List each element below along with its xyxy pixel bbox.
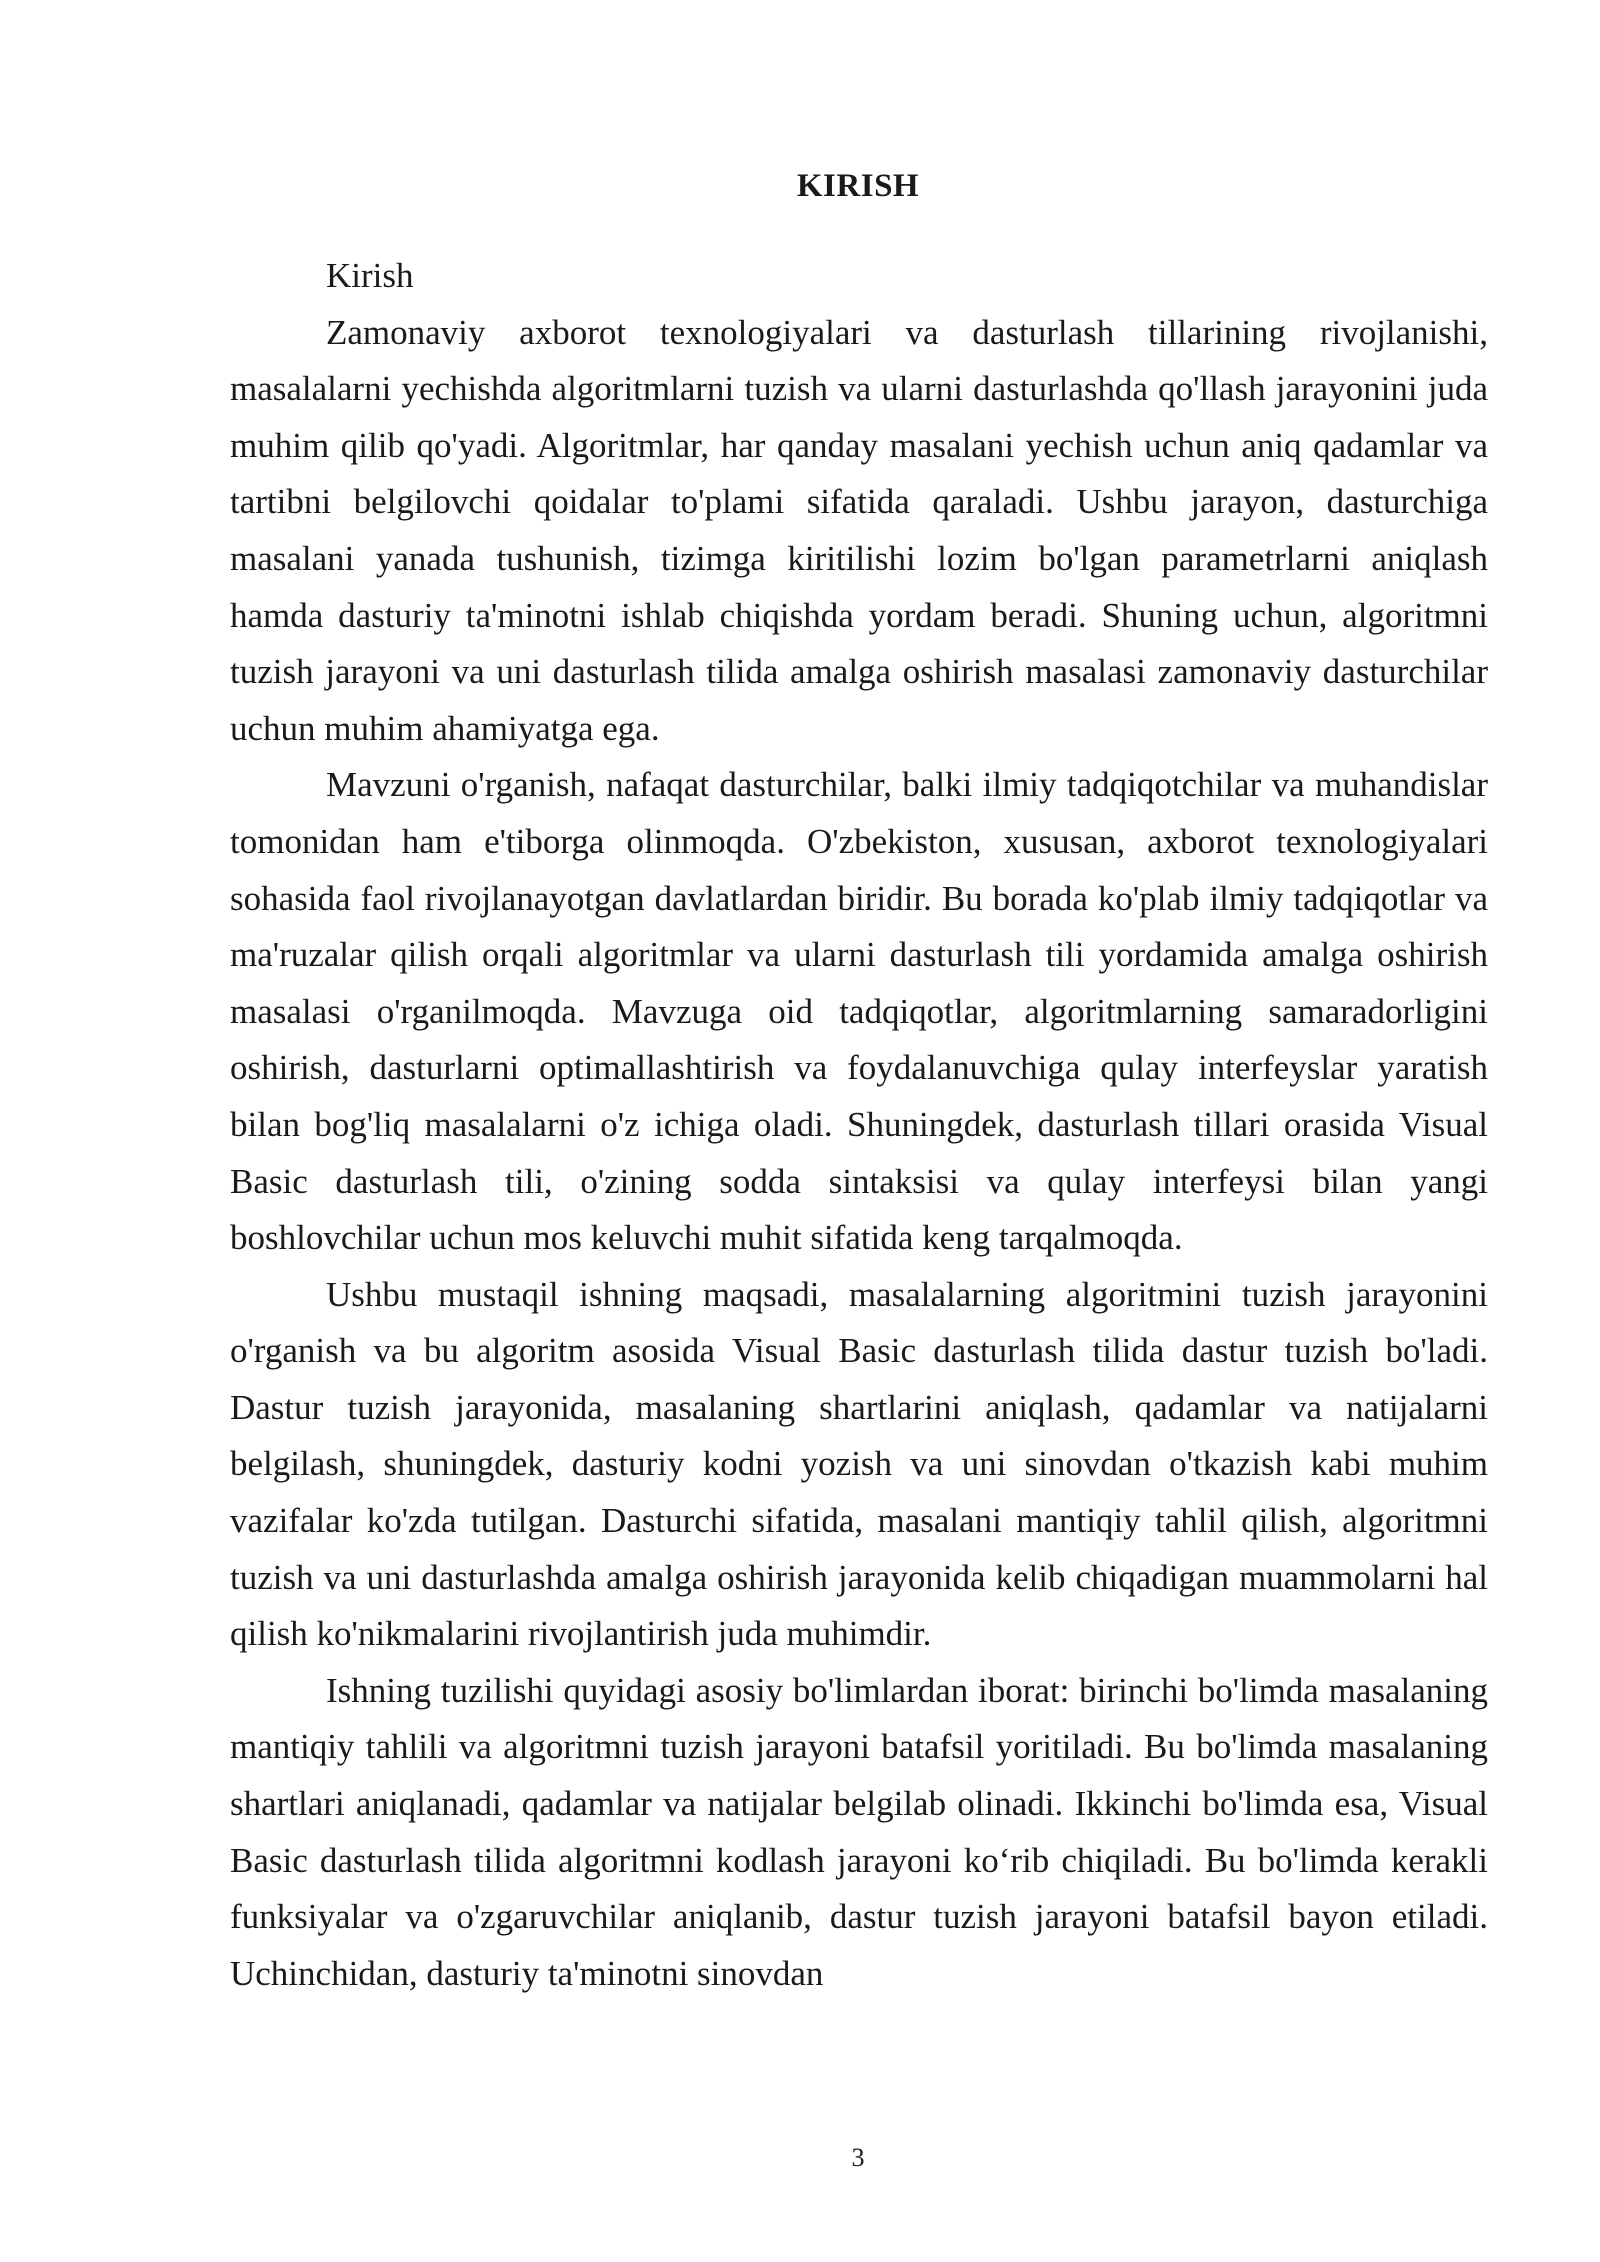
paragraph-2: Mavzuni o'rganish, nafaqat dasturchilar, balki ilmiy tadqiqotchilar va muhandislar tomonidan ham e'tiborga olinmoqda. O'zbekiston, xususan, axborot texnologiyalari sohasida faol rivojlanayotgan davlatlardan biridir. Bu borada ko'plab ilmiy tadqiqotlar va ma'ruzalar qilish orqali algoritmlar va ularni dasturlash tili yordamida amalga oshirish masalasi o'rganilmoqda. Mavzuga oid tadqiqotlar, algoritmlarning samaradorligini oshirish, dasturlarni optimallashtirish va foydalanuvchiga qulay interfeyslar yaratish bilan bog'liq masalalarni o'z ichiga oladi. Shuningdek, dasturlash tillari orasida Visual Basic dasturlash tili, o'zining sodda sintaksisi va qulay interfeysi bilan yangi boshlovchilar uchun mos keluvchi muhit sifatida keng tarqalmoqda.: [230, 765, 1488, 1258]
paragraph-4: Ishning tuzilishi quyidagi asosiy bo'limlardan iborat: birinchi bo'limda masalaning mantiqiy tahlili va algoritmni tuzish jarayoni batafsil yoritiladi. Bu bo'limda masalaning shartlari aniqlanadi, qadamlar va natijalar belgilab olinadi. Ikkinchi bo'limda esa, Visual Basic dasturlash tilida algoritmni kodlash jarayoni ko‘rib chiqiladi. Bu bo'limda kerakli funksiyalar va o'zgaruvchilar aniqlanib, dastur tuzish jarayoni batafsil bayon etiladi. Uchinchidan, dasturiy ta'minotni sinovdan: [230, 1670, 1488, 1993]
document-body: [230, 248, 1488, 2002]
section-subheading: Kirish: [326, 256, 414, 295]
page-title: KIRISH: [796, 168, 920, 204]
page-number: 3: [851, 2143, 865, 2172]
paragraph-3: Ushbu mustaqil ishning maqsadi, masalalarning algoritmini tuzish jarayonini o'rganish va bu algoritm asosida Visual Basic dasturlash tilida dastur tuzish bo'ladi. Dastur tuzish jarayonida, masalaning shartlarini aniqlash, qadamlar va natijalarni belgilash, shuningdek, dasturiy kodni yozish va uni sinovdan o'tkazish kabi muhim vazifalar ko'zda tutilgan. Dasturchi sifatida, masalani mantiqiy tahlil qilish, algoritmni tuzish va uni dasturlashda amalga oshirish jarayonida kelib chiqadigan muammolarni hal qilish ko'nikmalarini rivojlantirish juda muhimdir.: [230, 1274, 1488, 1654]
paragraph-1: Zamonaviy axborot texnologiyalari va dasturlash tillarining rivojlanishi, masalalarni yechishda algoritmlarni tuzish va ularni dasturlashda qo'llash jarayonini juda muhim qilib qo'yadi. Algoritmlar, har qanday masalani yechish uchun aniq qadamlar va tartibni belgilovchi qoidalar to'plami sifatida qaraladi. Ushbu jarayon, dasturchiga masalani yanada tushunish, tizimga kiritilishi lozim bo'lgan parametrlarni aniqlash hamda dasturiy ta'minotni ishlab chiqishda yordam beradi. Shuning uchun, algoritmni tuzish jarayoni va uni dasturlash tilida amalga oshirish masalasi zamonaviy dasturchilar uchun muhim ahamiyatga ega.: [230, 312, 1488, 748]
